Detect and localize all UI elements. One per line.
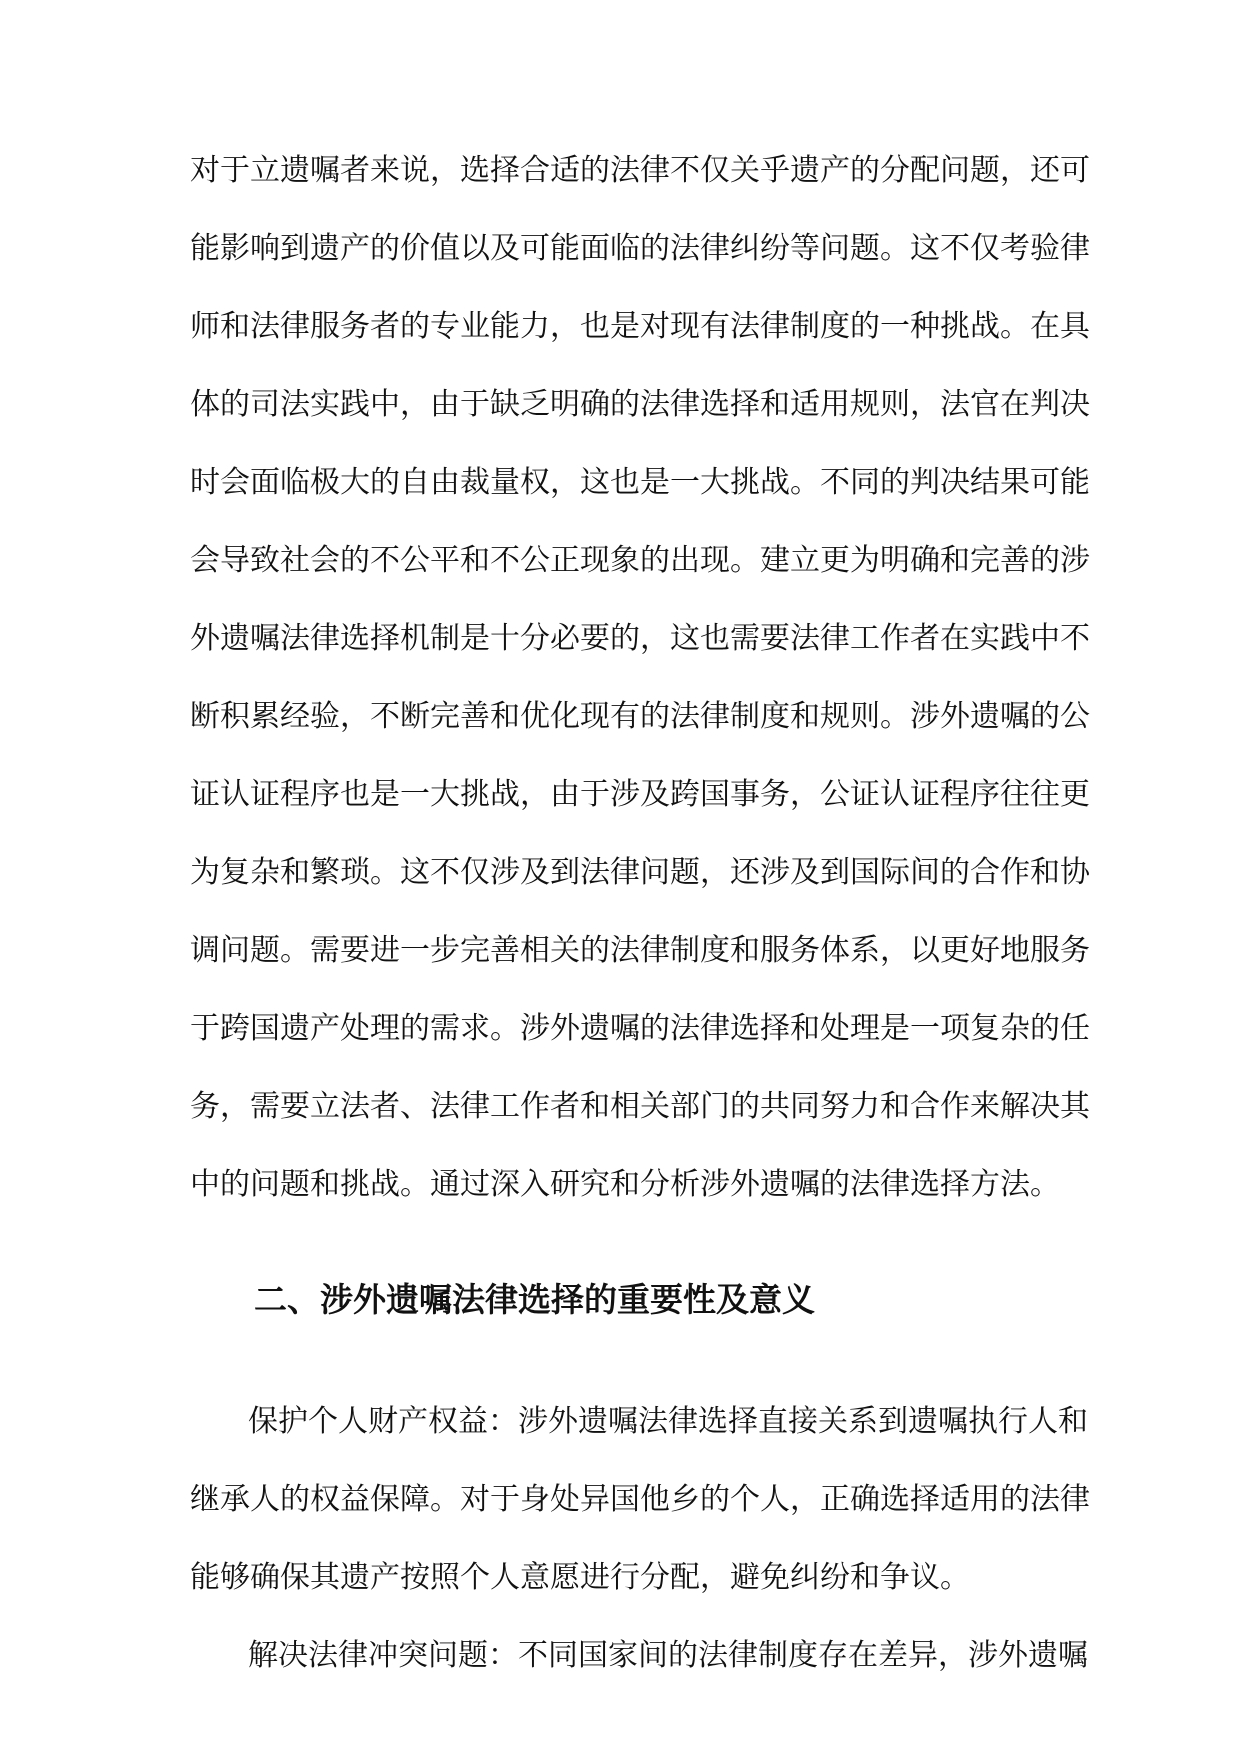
paragraph-line: 解决法律冲突问题：不同国家间的法律制度存在差异，涉外遗嘱 <box>248 1638 1088 1674</box>
paragraph-line: 会导致社会的不公平和不公正现象的出现。建立更为明确和完善的涉 <box>190 543 1090 578</box>
paragraph-line: 能够确保其遗产按照个人意愿进行分配，避免纠纷和争议。 <box>190 1560 970 1596</box>
paragraph-line: 证认证程序也是一大挑战，由于涉及跨国事务，公证认证程序往往更 <box>190 777 1090 812</box>
paragraph-line: 时会面临极大的自由裁量权，这也是一大挑战。不同的判决结果可能 <box>190 465 1090 500</box>
section-heading: 二、涉外遗嘱法律选择的重要性及意义 <box>254 1280 815 1319</box>
paragraph-line: 体的司法实践中，由于缺乏明确的法律选择和适用规则，法官在判决 <box>190 387 1090 422</box>
paragraph-line: 能影响到遗产的价值以及可能面临的法律纠纷等问题。这不仅考验律 <box>190 231 1090 266</box>
paragraph-line: 继承人的权益保障。对于身处异国他乡的个人，正确选择适用的法律 <box>190 1482 1090 1518</box>
paragraph-line: 保护个人财产权益：涉外遗嘱法律选择直接关系到遗嘱执行人和 <box>248 1404 1088 1440</box>
paragraph-line: 师和法律服务者的专业能力，也是对现有法律制度的一种挑战。在具 <box>190 309 1090 344</box>
paragraph-line: 务，需要立法者、法律工作者和相关部门的共同努力和合作来解决其 <box>190 1089 1090 1124</box>
paragraph-line: 为复杂和繁琐。这不仅涉及到法律问题，还涉及到国际间的合作和协 <box>190 855 1090 890</box>
paragraph-line: 对于立遗嘱者来说，选择合适的法律不仅关乎遗产的分配问题，还可 <box>190 153 1090 188</box>
paragraph-line: 调问题。需要进一步完善相关的法律制度和服务体系，以更好地服务 <box>190 933 1090 968</box>
paragraph-line: 于跨国遗产处理的需求。涉外遗嘱的法律选择和处理是一项复杂的任 <box>190 1011 1090 1046</box>
paragraph-line: 断积累经验，不断完善和优化现有的法律制度和规则。涉外遗嘱的公 <box>190 699 1090 734</box>
paragraph-2 <box>190 1394 1090 1628</box>
paragraph-line: 中的问题和挑战。通过深入研究和分析涉外遗嘱的法律选择方法。 <box>190 1167 1060 1202</box>
paragraph-1 <box>190 143 1090 1235</box>
document-page <box>190 143 1090 1706</box>
paragraph-line: 外遗嘱法律选择机制是十分必要的，这也需要法律工作者在实践中不 <box>190 621 1090 656</box>
paragraph-3 <box>190 1628 1088 1706</box>
